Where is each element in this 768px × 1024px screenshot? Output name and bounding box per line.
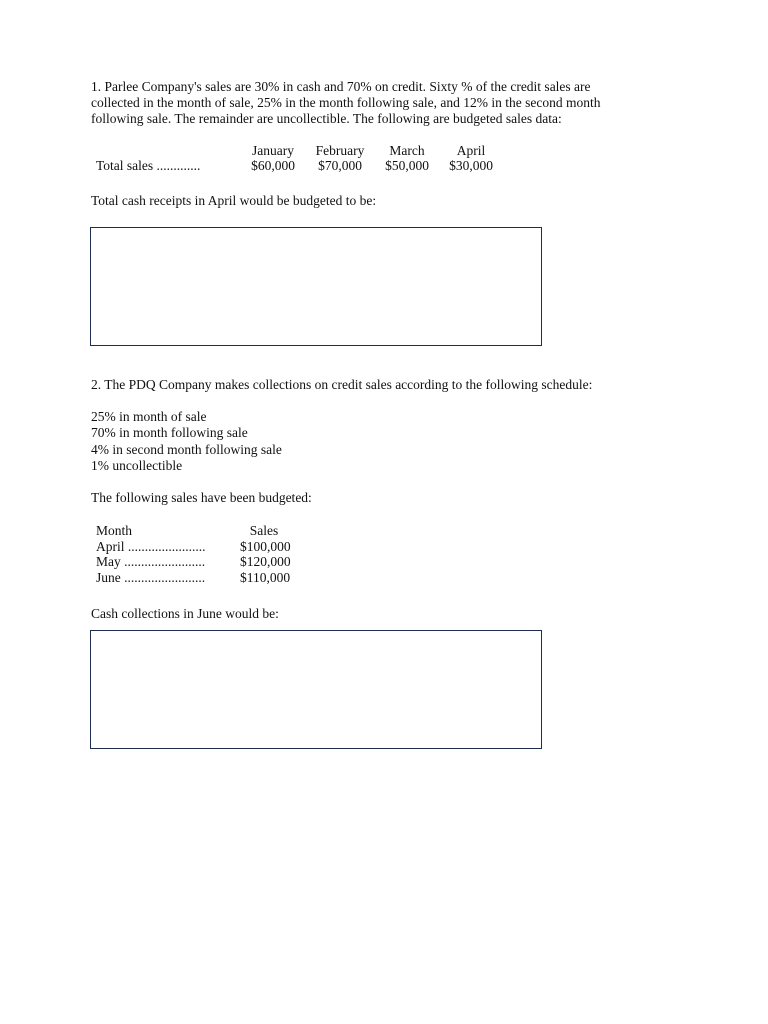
sales-february: $70,000 [318, 158, 362, 173]
table-row [96, 554, 306, 570]
sales-january: $60,000 [251, 158, 295, 173]
table-row [96, 570, 306, 586]
month-cell: June ........................ [96, 570, 206, 586]
table-row [96, 158, 503, 173]
question-1-line: collected in the month of sale, 25% in the month following sale, and 12% in the second month [91, 95, 601, 110]
sales-cell: $110,000 [240, 570, 291, 586]
list-item: 1% uncollectible [91, 457, 183, 473]
column-header-april: April [456, 143, 486, 158]
month-cell: April ....................... [96, 538, 206, 554]
table-header-row [96, 143, 503, 158]
question-2-prompt: Cash collections in June would be: [91, 606, 279, 621]
question-1-line: 1. Parlee Company's sales are 30% in cash and 70% on credit. Sixty % of the credit sales are [91, 79, 591, 94]
sales-data-table [96, 143, 503, 173]
list-item: 25% in month of sale [91, 409, 207, 424]
question-1-prompt: Total cash receipts in April would be budgeted to be: [91, 193, 377, 208]
budgeted-sales-table [96, 523, 306, 586]
row-label-total-sales: Total sales ............. [96, 158, 201, 173]
answer-box-1[interactable] [90, 227, 542, 346]
column-header-month: Month [96, 523, 133, 538]
question-2-intro: 2. The PDQ Company makes collections on credit sales according to the following schedule: [91, 377, 593, 392]
column-header-january: January [252, 143, 294, 158]
sales-march: $50,000 [385, 158, 429, 173]
answer-box-2[interactable] [90, 630, 542, 749]
collection-schedule-list [91, 409, 282, 474]
sales-cell: $100,000 [240, 538, 291, 554]
sales-cell: $120,000 [240, 554, 291, 570]
column-header-february: February [315, 143, 365, 158]
list-item: 4% in second month following sale [91, 441, 282, 457]
column-header-march: March [389, 143, 425, 158]
list-item: 70% in month following sale [91, 425, 248, 441]
budget-intro: The following sales have been budgeted: [91, 490, 312, 505]
table-header-row [96, 523, 306, 539]
column-header-sales: Sales [249, 523, 279, 538]
question-1-line: following sale. The remainder are uncollectible. The following are budgeted sales data: [91, 111, 562, 126]
sales-april: $30,000 [449, 158, 493, 173]
month-cell: May ........................ [96, 554, 206, 570]
question-1-text [91, 79, 666, 127]
table-row [96, 539, 306, 555]
